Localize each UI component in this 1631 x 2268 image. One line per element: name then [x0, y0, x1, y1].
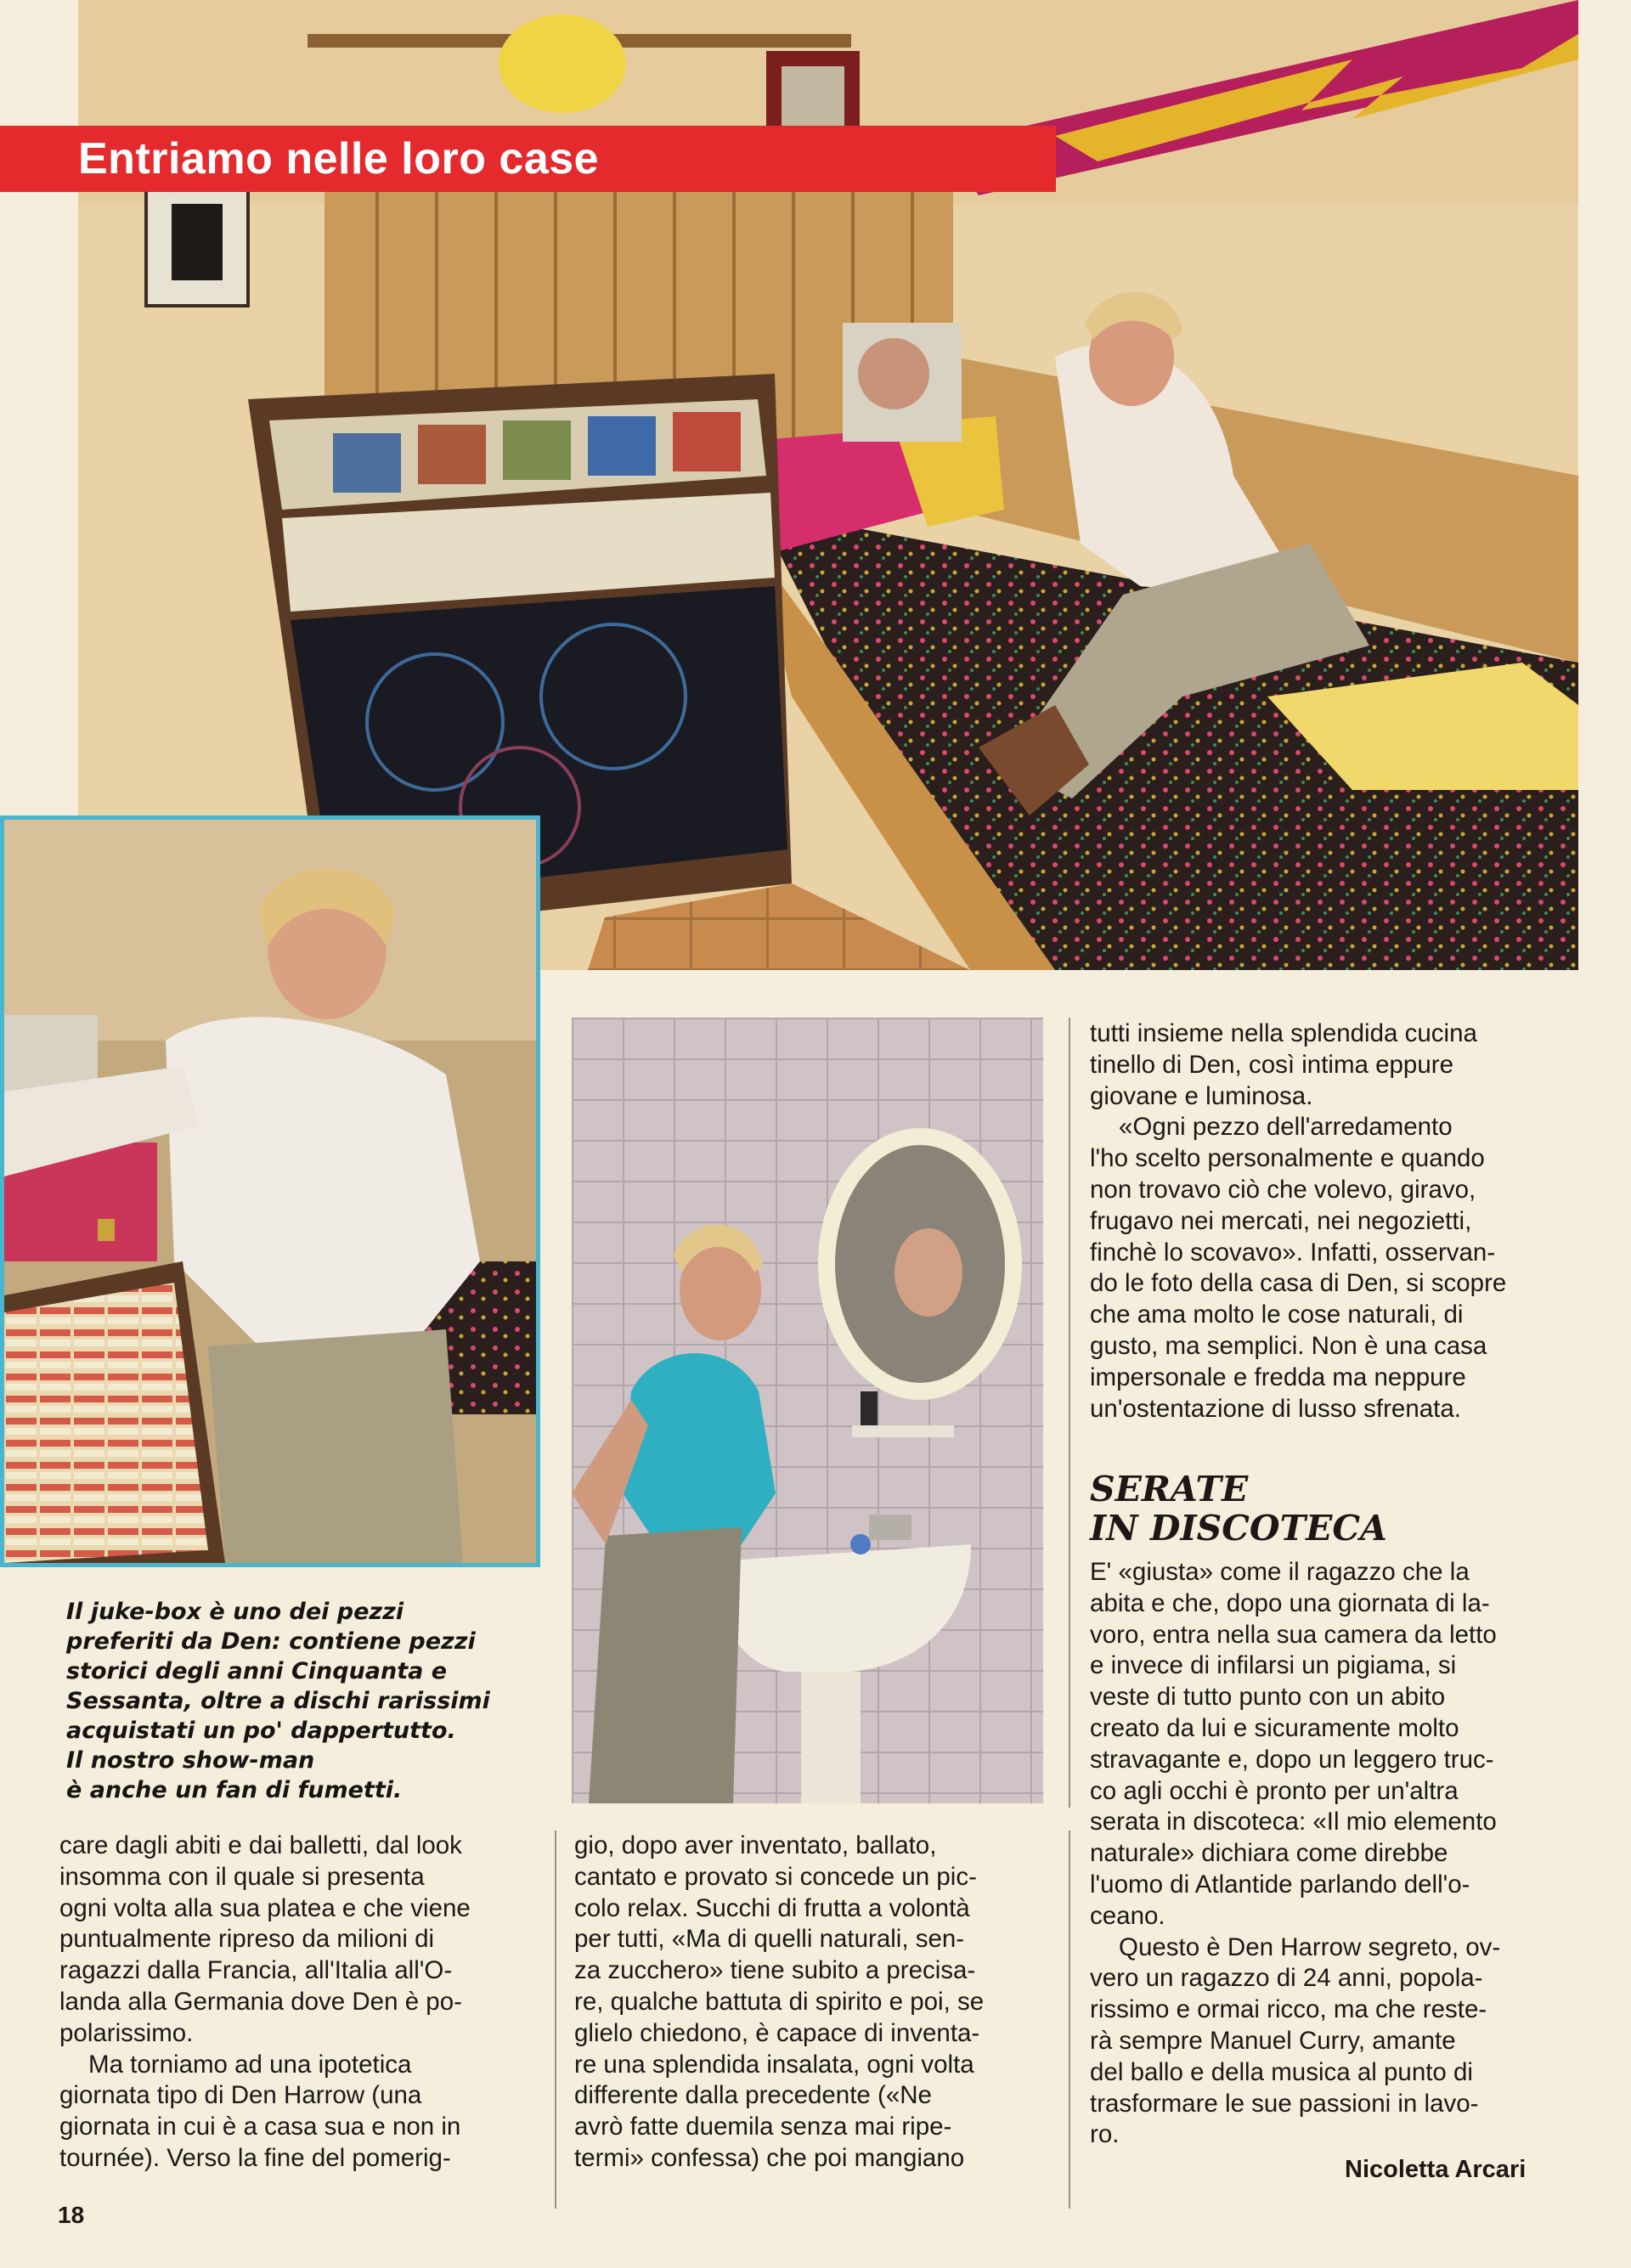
- text-line: termi» confessa) che poi mangiano: [574, 2143, 965, 2172]
- text-line: rissimo e ormai ricco, ma che reste-: [1090, 1995, 1487, 2024]
- text-line: re, qualche battuta di spirito e poi, se: [574, 1987, 985, 2016]
- text-line: giovane e luminosa.: [1090, 1081, 1313, 1110]
- header-banner: [0, 126, 1056, 192]
- left-photo: [0, 815, 540, 1567]
- text-line: care dagli abiti e dai balletti, dal look: [59, 1831, 462, 1859]
- text-line: vero un ragazzo di 24 anni, popola-: [1090, 1964, 1483, 1993]
- page-title: Entriamo nelle loro case: [78, 134, 600, 183]
- article-column-3-top: [1090, 1018, 1559, 1425]
- text-line: za zucchero» tiene subito a precisa-: [574, 1956, 976, 1985]
- page-number: 18: [58, 2202, 85, 2228]
- text-line: landa alla Germania dove Den è po-: [59, 1987, 462, 2016]
- text-line: Ma torniamo ad una ipotetica: [88, 2050, 412, 2079]
- text-line: tutti insieme nella splendida cucina: [1090, 1019, 1477, 1047]
- text-line: puntualmente ripreso da milioni di: [59, 1925, 435, 1954]
- text-line: glielo chiedono, è capace di inventa-: [574, 2018, 980, 2047]
- text-line: un'ostentazione di lusso sfrenata.: [1090, 1394, 1461, 1423]
- text-line: abita e che, dopo una giornata di la-: [1090, 1588, 1490, 1617]
- section-heading: [1090, 1470, 1387, 1548]
- text-line: cantato e provato si concede un pic-: [574, 1862, 977, 1891]
- article-column-1: [59, 1831, 539, 2175]
- caption-line: preferiti da Den: contiene pezzi: [66, 1628, 476, 1655]
- text-line: l'ho scelto personalmente e quando: [1090, 1144, 1485, 1173]
- text-line: re una splendida insalata, ogni volta: [574, 2050, 974, 2079]
- text-line: naturale» dichiara come direbbe: [1090, 1839, 1448, 1868]
- text-line: colo relax. Succhi di frutta a volontà: [574, 1893, 970, 1922]
- text-line: giornata tipo di Den Harrow (una: [59, 2081, 422, 2110]
- text-line: l'uomo di Atlantide parlando dell'o-: [1090, 1870, 1470, 1898]
- text-line: finchè lo scovavo». Infatti, osservan-: [1090, 1238, 1496, 1267]
- text-line: polarissimo.: [59, 2018, 194, 2047]
- article-column-2: [574, 1831, 1043, 2175]
- text-line: serata in discoteca: «Il mio elemento: [1090, 1808, 1497, 1836]
- bathroom-photo: [572, 1018, 1043, 1803]
- text-line: stravagante e, dopo un leggero truc-: [1090, 1745, 1494, 1774]
- column-divider: [1069, 1831, 1070, 2209]
- text-line: gusto, ma semplici. Non è una casa: [1090, 1331, 1487, 1360]
- text-line: che ama molto le cose naturali, di: [1090, 1300, 1464, 1329]
- text-line: del ballo e della musica al punto di: [1090, 2057, 1473, 2086]
- caption-line: Il nostro show-man: [66, 1747, 315, 1774]
- text-line: ogni volta alla sua platea e che viene: [59, 1893, 471, 1922]
- text-line: creato da lui e sicuramente molto: [1090, 1713, 1459, 1742]
- caption-line: Il juke-box è uno dei pezzi: [66, 1599, 404, 1625]
- text-line: ceano.: [1090, 1901, 1165, 1930]
- text-line: tinello di Den, così intima eppure: [1090, 1050, 1453, 1079]
- text-line: tournée). Verso la fine del pomerig-: [59, 2143, 451, 2172]
- text-line: E' «giusta» come il ragazzo che la: [1090, 1558, 1470, 1586]
- text-line: «Ogni pezzo dell'arredamento: [1119, 1113, 1453, 1142]
- text-line: veste di tutto punto con un abito: [1090, 1683, 1446, 1712]
- text-line: voro, entra nella sua camera da letto: [1090, 1620, 1497, 1649]
- column-divider: [555, 1831, 556, 2209]
- caption-line: storici degli anni Cinquanta e: [66, 1658, 448, 1684]
- text-line: gio, dopo aver inventato, ballato,: [574, 1831, 937, 1859]
- text-line: rà sempre Manuel Curry, amante: [1090, 2026, 1456, 2055]
- text-line: differente dalla precedente («Ne: [574, 2081, 932, 2110]
- text-line: frugavo nei mercati, nei negozietti,: [1090, 1206, 1472, 1235]
- caption-line: acquistati un po' dappertutto.: [66, 1718, 456, 1744]
- text-line: per tutti, «Ma di quelli naturali, sen-: [574, 1925, 965, 1954]
- section-heading-line: IN DISCOTECA: [1090, 1508, 1387, 1549]
- text-line: insomma con il quale si presenta: [59, 1862, 425, 1891]
- text-line: impersonale e fredda ma neppure: [1090, 1362, 1466, 1391]
- text-line: co agli occhi è pronto per un'altra: [1090, 1776, 1459, 1805]
- photo-caption: [66, 1597, 542, 1805]
- text-line: non trovavo ciò che volevo, giravo,: [1090, 1175, 1476, 1204]
- author-byline: Nicoletta Arcari: [1345, 2156, 1527, 2183]
- text-line: ro.: [1090, 2120, 1120, 2149]
- section-heading-line: SERATE: [1090, 1469, 1249, 1509]
- text-line: do le foto della casa di Den, si scopre: [1090, 1269, 1507, 1298]
- text-line: avrò fatte duemila senza mai ripe-: [574, 2113, 952, 2141]
- column-divider: [1069, 1018, 1070, 1808]
- text-line: giornata in cui è a casa sua e non in: [59, 2113, 461, 2141]
- caption-line: Sessanta, oltre a dischi rarissimi: [66, 1688, 490, 1714]
- text-line: e invece di infilarsi un pigiama, si: [1090, 1651, 1457, 1680]
- text-line: Questo è Den Harrow segreto, ov-: [1119, 1932, 1501, 1961]
- text-line: ragazzi dalla Francia, all'Italia all'O-: [59, 1956, 453, 1985]
- caption-line: è anche un fan di fumetti.: [66, 1777, 403, 1803]
- text-line: trasformare le sue passioni in lavo-: [1090, 2089, 1479, 2118]
- article-column-3-bottom: [1090, 1557, 1559, 2151]
